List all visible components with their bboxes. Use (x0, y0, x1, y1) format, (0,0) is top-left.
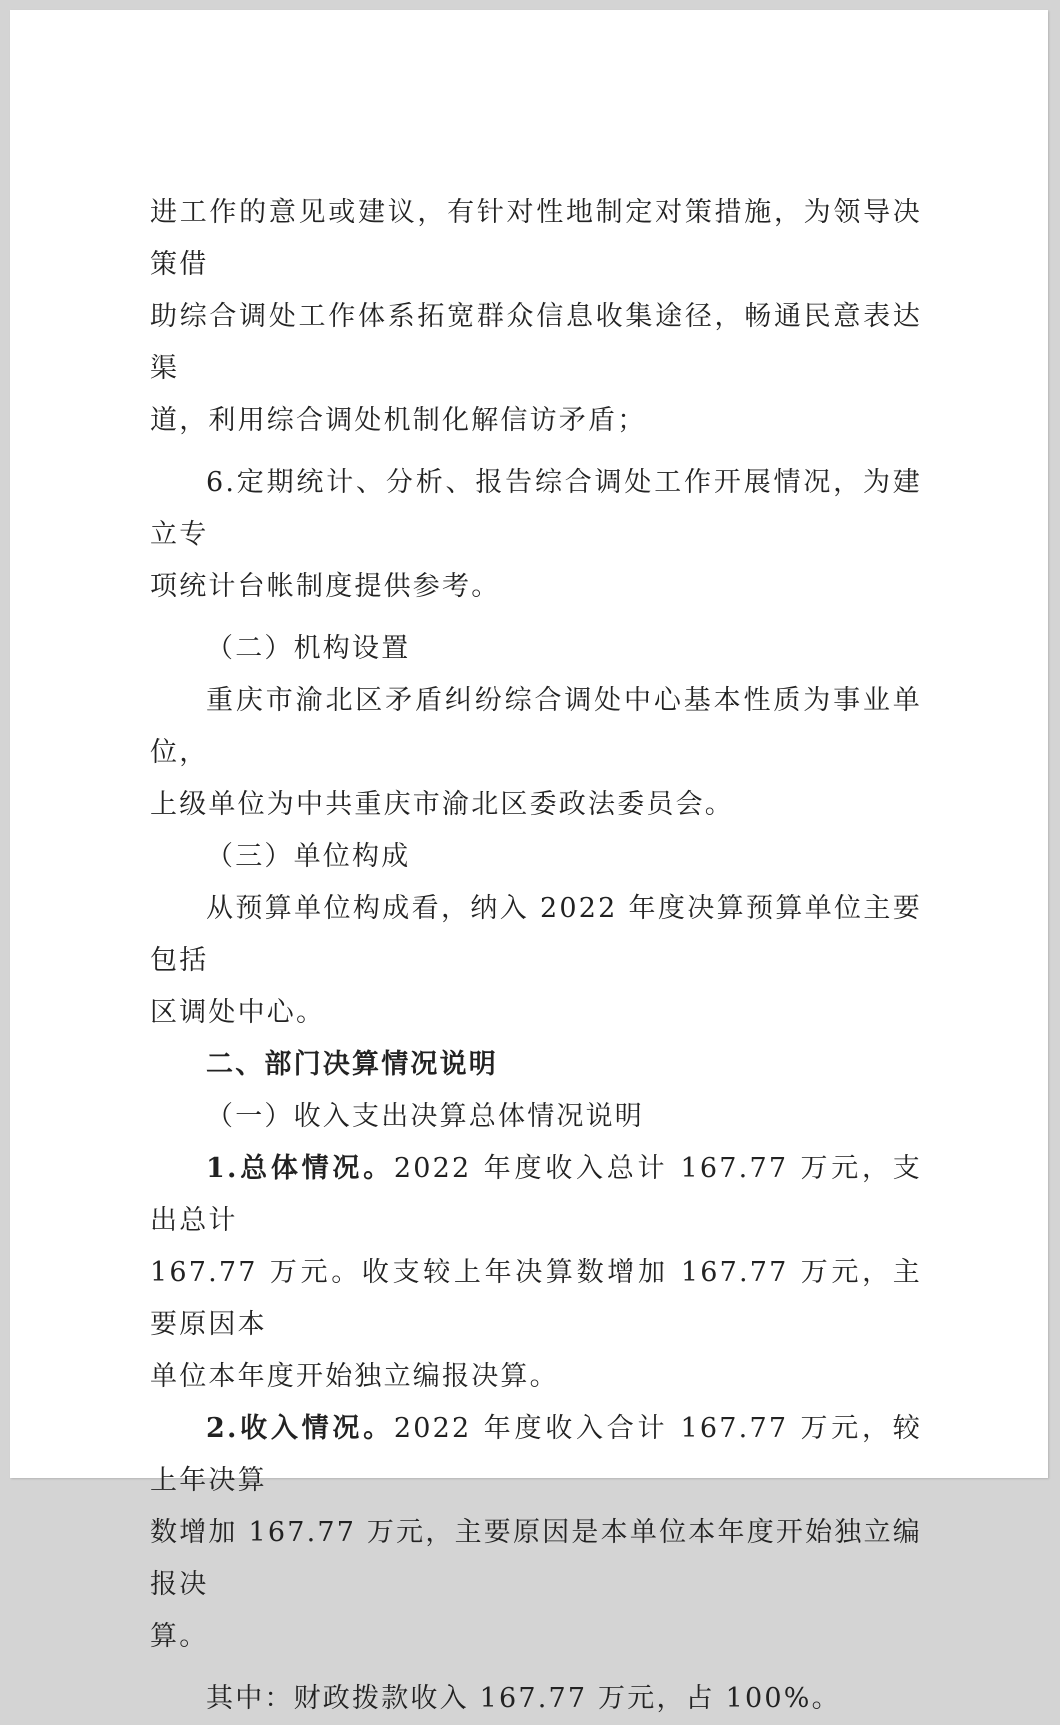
text-line: 167.77 万元。收支较上年决算数增加 167.77 万元，主要原因本 (150, 1257, 922, 1340)
text-line: 项统计台帐制度提供参考。 (150, 571, 501, 602)
text-line: 重庆市渝北区矛盾纠纷综合调处中心基本性质为事业单位， (150, 685, 922, 768)
document-page (10, 10, 1048, 1714)
paragraph-unit-composition (150, 883, 922, 1039)
paragraph-lead: 2.收入情况。 (206, 1413, 394, 1444)
paragraph-duties-continued (150, 187, 922, 447)
heading-unit-composition: （三）单位构成 (206, 841, 411, 872)
text-line: 助综合调处工作体系拓宽群众信息收集途径，畅通民意表达渠 (150, 301, 922, 384)
paragraph-income (150, 1403, 922, 1663)
text-line: 算。 (150, 1621, 209, 1652)
text-line: 其中：财政拨款收入 167.77 万元，占 100%。 (206, 1683, 841, 1714)
heading-organization-setup: （二）机构设置 (206, 633, 411, 664)
paragraph-overall (150, 1143, 922, 1403)
text-line: 道，利用综合调处机制化解信访矛盾； (150, 405, 647, 436)
document-body (150, 187, 922, 1725)
paragraph-organization (150, 675, 922, 831)
text-line: 从预算单位构成看，纳入 2022 年度决算预算单位主要包括 (150, 893, 922, 976)
paragraph-duty-6 (150, 457, 922, 613)
paragraph-lead: 1.总体情况。 (206, 1153, 394, 1184)
text-line: 上级单位为中共重庆市渝北区委政法委员会。 (150, 789, 734, 820)
heading-section-2: 二、部门决算情况说明 (206, 1049, 498, 1080)
text-line: 数增加 167.77 万元，主要原因是本单位本年度开始独立编报决 (150, 1517, 922, 1600)
text-line: 单位本年度开始独立编报决算。 (150, 1361, 559, 1392)
paragraph-fiscal-income (150, 1673, 922, 1725)
text-line: 进工作的意见或建议，有针对性地制定对策措施，为领导决策借 (150, 197, 922, 280)
text-line: 2022 年度收入合计 167.77 万元，较上年决算 (150, 1413, 922, 1496)
heading-income-expense-overview: （一）收入支出决算总体情况说明 (206, 1101, 644, 1132)
text-line: 区调处中心。 (150, 997, 326, 1028)
text-line: 6.定期统计、分析、报告综合调处工作开展情况，为建立专 (150, 467, 922, 550)
text-line: 2022 年度收入总计 167.77 万元，支出总计 (150, 1153, 922, 1236)
